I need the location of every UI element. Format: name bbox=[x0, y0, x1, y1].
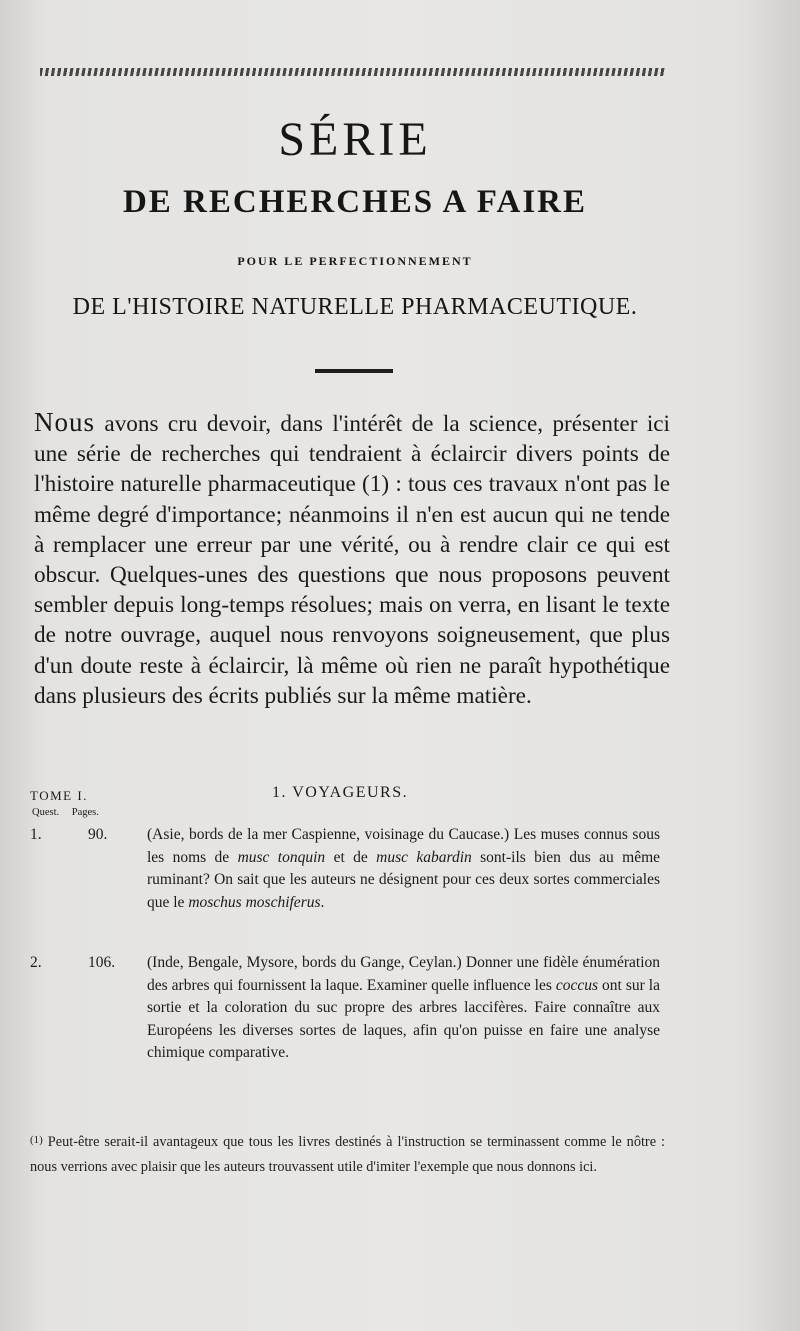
entry-text: (Asie, bords de la mer Caspienne, voisinage du Caucase.) Les muses connus sous les noms de musc tonquin et de musc kabardin sont-ils bien dus au même ruminant? On sait que les auteurs ne désignent pour ces deux sortes commerciales que le moschus moschiferus. bbox=[147, 826, 661, 911]
section-title: 1. VOYAGEURS. bbox=[272, 784, 409, 801]
separator-rule bbox=[315, 369, 393, 373]
intro-text: avons cru devoir, dans l'intérêt de la science, présenter ici une série de recherches qui tendraient à éclaircir divers points de l'histoire naturelle pharmaceutique (1) : tous ces travaux n'ont pas le même degré d'importance; néanmoins il n'en est aucun qui ne tende à remplacer une erreur par une vérité, ou à rendre clair ce qui est obscur. Quelques-unes des questions que nous proposons peuvent sembler depuis long-temps résolues; mais on verra, en lisant le texte de notre ouvrage, auquel nous renvoyons soigneusement, que plus d'un doute reste à éclaircir, là même où rien ne paraît hypothétique dans plusieurs des écrits publiés sur la même matière. bbox=[34, 411, 670, 709]
intro-paragraph bbox=[34, 407, 670, 711]
column-headers bbox=[32, 807, 99, 818]
intro-first-word: Nous bbox=[34, 407, 96, 437]
question-number: 1. bbox=[30, 826, 42, 843]
page-number: 90. bbox=[88, 826, 108, 843]
column-quest: Quest. bbox=[32, 807, 60, 818]
footnote-text: Peut-être serait-il avantageux que tous les livres destinés à l'instruction se terminassent comme le nôtre : nous verrions avec plaisir que les auteurs trouvassent utile d'imiter l'exemple que nous donnons ici. bbox=[30, 1134, 665, 1175]
footnote bbox=[30, 1128, 665, 1180]
question-number: 2. bbox=[30, 954, 42, 971]
pour-line: POUR LE PERFECTIONNEMENT bbox=[237, 254, 473, 268]
column-pages: Pages. bbox=[71, 807, 99, 818]
tome-label: TOME I. bbox=[30, 788, 88, 803]
subtitle: DE RECHERCHES A FAIRE bbox=[122, 184, 588, 220]
decorative-header-rule bbox=[40, 68, 665, 76]
entry-text: (Inde, Bengale, Mysore, bords du Gange, Ceylan.) Donner une fidèle énumération des arbres qui fournissent la laque. Examiner quelle influence les coccus ont sur la sortie et la coloration du suc propre des arbres laccifères. Faire connaître aux Européens les diverses sortes de laques, afin qu'on puisse en faire une analyse chimique comparative. bbox=[147, 954, 660, 1062]
title: SÉRIE bbox=[278, 113, 432, 166]
footnote-mark: (1) bbox=[30, 1134, 43, 1146]
main-heading: DE L'HISTOIRE NATURELLE PHARMACEUTIQUE. bbox=[72, 294, 638, 320]
page-number: 106. bbox=[88, 954, 116, 971]
